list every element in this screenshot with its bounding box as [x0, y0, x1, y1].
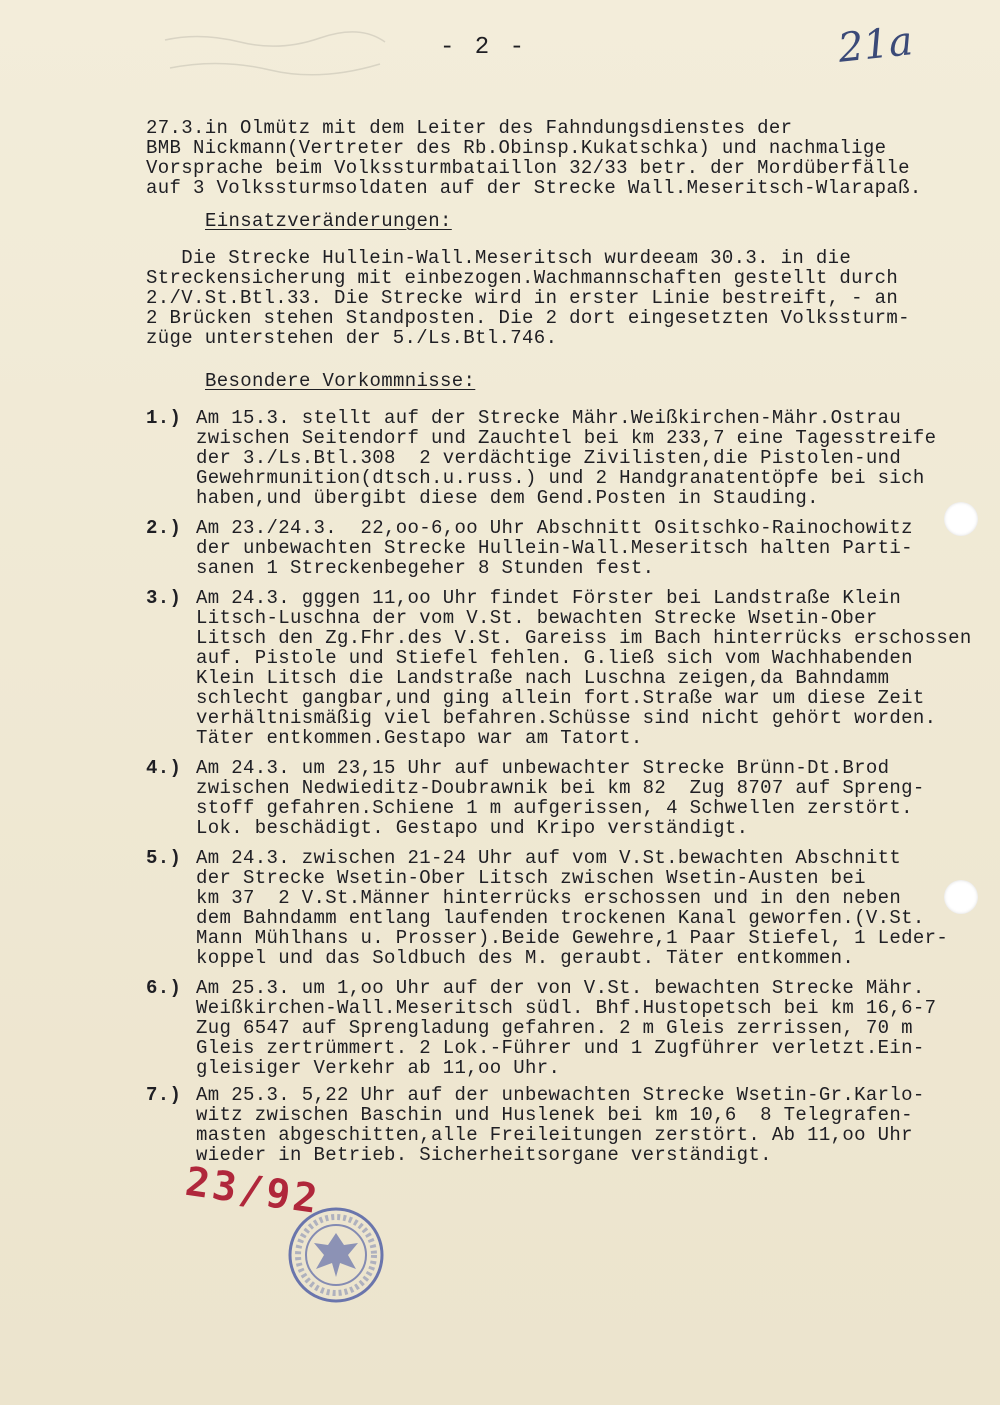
entry-number: 7.)	[146, 1084, 182, 1106]
einsatzveraenderungen-paragraph: Die Strecke Hullein-Wall.Meseritsch wurdeeam 30.3. in die Streckensicherung mit einbezogen.Wachmannschaften gestellt durch 2./V.St.Btl.33. Die Strecke wird in erster Linie bestreift, - an 2 Brücken stehen Standposten. Die 2 dort eingesetzten Volkssturm- züge unterstehen der 5./Ls.Btl.746.	[146, 247, 910, 349]
page-number: - 2 -	[440, 34, 528, 61]
entry-text: Am 25.3. 5,22 Uhr auf der unbewachten Strecke Wsetin-Gr.Karlo- witz zwischen Baschin und Huslenek bei km 10,6 8 Telegrafen- masten abgeschitten,alle Freileitungen zerstört. Ab 11,oo Uhr wieder in Betrieb. Sicherheitsorgane verständigt.	[196, 1084, 925, 1166]
heading-besondere-vorkommnisse: Besondere Vorkommnisse:	[205, 370, 476, 392]
entry-number: 3.)	[146, 587, 182, 609]
entry-text: Am 24.3. um 23,15 Uhr auf unbewachter Strecke Brünn-Dt.Brod zwischen Nedwieditz-Doubrawnik bei km 82 Zug 8707 auf Spreng- stoff gefahren.Schiene 1 m aufgerissen, 4 Schwellen zerstört. Lok. beschädigt. Gestapo und Kripo verständigt.	[196, 757, 925, 839]
entry-text: Am 23./24.3. 22,oo-6,oo Uhr Abschnitt Ositschko-Rainochowitz der unbewachten Strecke Hullein-Wall.Meseritsch halten Parti- sanen 1 Streckenbegeher 8 Stunden fest.	[196, 517, 913, 579]
entry-number: 6.)	[146, 977, 182, 999]
entry-number: 1.)	[146, 407, 182, 429]
intro-paragraph: 27.3.in Olmütz mit dem Leiter des Fahndungsdienstes der BMB Nickmann(Vertreter des Rb.Obinsp.Kukatschka) und nachmalige Vorsprache beim Volkssturmbataillon 32/33 betr. der Mordüberfälle auf 3 Volkssturmsoldaten auf der Strecke Wall.Meseritsch-Wlarapaß.	[146, 117, 922, 199]
entry-number: 2.)	[146, 517, 182, 539]
entry-number: 5.)	[146, 847, 182, 869]
punch-hole	[944, 880, 978, 914]
entry-number: 4.)	[146, 757, 182, 779]
faint-pencil-marks	[160, 28, 390, 88]
entry-text: Am 25.3. um 1,oo Uhr auf der von V.St. bewachten Strecke Mähr. Weißkirchen-Wall.Meseritsch südl. Bhf.Hustopetsch bei km 16,6-7 Zug 6547 auf Sprengladung gefahren. 2 m Gleis zerrissen, 70 m Gleis zertrümmert. 2 Lok.-Führer und 1 Zugführer verletzt.Ein- gleisiger Verkehr ab 11,oo Uhr.	[196, 977, 937, 1079]
red-archive-number: 23/92	[182, 1158, 323, 1224]
entry-text: Am 15.3. stellt auf der Strecke Mähr.Weißkirchen-Mähr.Ostrau zwischen Seitendorf und Zauchtel bei km 233,7 eine Tagesstreife der 3./Ls.Btl.308 2 verdächtige Zivilisten,die Pistolen-und Gewehrmunition(dtsch.u.russ.) und 2 Handgranatentöpfe bei sich haben,und übergibt diese dem Gend.Posten in Stauding.	[196, 407, 937, 509]
archive-seal-stamp	[286, 1205, 386, 1305]
entry-text: Am 24.3. zwischen 21-24 Uhr auf vom V.St.bewachten Abschnitt der Strecke Wsetin-Ober Litsch zwischen Wsetin-Austen bei km 37 2 V.St.Männer hinterrücks erschossen und in den neben dem Bahndamm entlang laufenden trockenen Kanal geworfen.(V.St. Mann Mühlhans u. Prosser).Beide Gewehre,1 Paar Stiefel, 1 Leder- koppel und das Soldbuch des M. geraubt. Täter entkommen.	[196, 847, 949, 969]
handwritten-page-reference: 21a	[835, 18, 915, 72]
punch-hole	[944, 502, 978, 536]
entry-text: Am 24.3. gggen 11,oo Uhr findet Förster bei Landstraße Klein Litsch-Luschna der vom V.St. bewachten Strecke Wsetin-Ober Litsch den Zg.Fhr.des V.St. Gareiss im Bach hinterrücks erschossen auf. Pistole und Stiefel fehlen. G.ließ sich vom Wachhabenden Klein Litsch die Landstraße nach Luschna zeigen,da Bahndamm schlecht gangbar,und ging allein fort.Straße war um diese Zeit verhältnismäßig viel befahren.Schüsse sind nicht gehört worden. Täter entkommen.Gestapo war am Tatort.	[196, 587, 972, 749]
heading-einsatzveraenderungen: Einsatzveränderungen:	[205, 210, 452, 232]
